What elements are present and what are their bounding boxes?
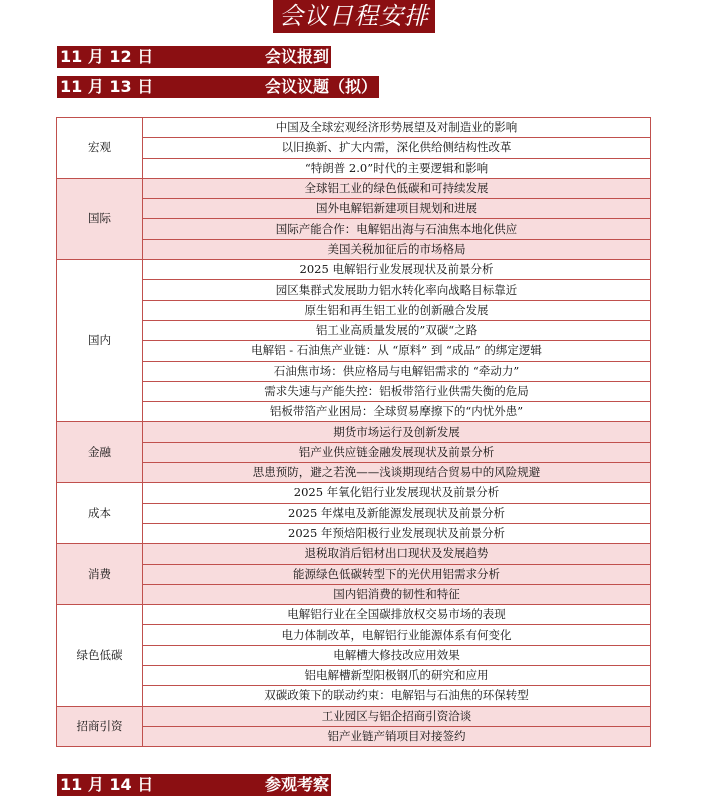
agenda-item: 2025 年氧化铝行业发展现状及前景分析	[143, 483, 651, 503]
agenda-row	[57, 503, 651, 523]
category-cell: 国内	[57, 260, 143, 422]
agenda-row	[57, 138, 651, 158]
day-date: 11 月 13 日	[57, 76, 205, 98]
category-cell: 国际	[57, 178, 143, 259]
agenda-row	[57, 158, 651, 178]
agenda-row	[57, 666, 651, 686]
agenda-item: 铝工业高质量发展的”双碳“之路	[143, 320, 651, 340]
agenda-row	[57, 564, 651, 584]
agenda-row	[57, 178, 651, 198]
agenda-row	[57, 361, 651, 381]
page-title: 会议日程安排	[273, 0, 435, 33]
day-date: 11 月 12 日	[57, 46, 205, 68]
agenda-item: 双碳政策下的联动约束：电解铝与石油焦的环保转型	[143, 686, 651, 706]
agenda-row	[57, 422, 651, 442]
agenda-row	[57, 118, 651, 138]
agenda-item: 2025 年煤电及新能源发展现状及前景分析	[143, 503, 651, 523]
agenda-row	[57, 280, 651, 300]
agenda-item: 2025 电解铝行业发展现状及前景分析	[143, 260, 651, 280]
day-date: 11 月 14 日	[57, 774, 205, 796]
agenda-row	[57, 726, 651, 746]
agenda-row	[57, 523, 651, 543]
day-label: 会议报到	[205, 46, 331, 68]
agenda-item: 工业园区与铝企招商引资洽谈	[143, 706, 651, 726]
agenda-row	[57, 442, 651, 462]
agenda-item: 原生铝和再生铝工业的创新融合发展	[143, 300, 651, 320]
agenda-item: 国内铝消费的韧性和特征	[143, 584, 651, 604]
agenda-item: 国外电解铝新建项目规划和进展	[143, 199, 651, 219]
agenda-item: 中国及全球宏观经济形势展望及对制造业的影响	[143, 118, 651, 138]
agenda-item: 石油焦市场：供应格局与电解铝需求的 “牵动力”	[143, 361, 651, 381]
agenda-row	[57, 483, 651, 503]
agenda-row	[57, 239, 651, 259]
agenda-item: 需求失速与产能失控：铝板带箔行业供需失衡的危局	[143, 381, 651, 401]
agenda-item: 全球铝工业的绿色低碳和可持续发展	[143, 178, 651, 198]
agenda-row	[57, 402, 651, 422]
agenda-item: 电力体制改革，电解铝行业能源体系有何变化	[143, 625, 651, 645]
agenda-item: 期货市场运行及创新发展	[143, 422, 651, 442]
category-cell: 消费	[57, 544, 143, 605]
agenda-item: 美国关税加征后的市场格局	[143, 239, 651, 259]
agenda-row	[57, 584, 651, 604]
category-cell: 成本	[57, 483, 143, 544]
day-label: 会议议题（拟）	[205, 76, 379, 98]
agenda-row	[57, 645, 651, 665]
agenda-item: 以旧换新、扩大内需，深化供给侧结构性改革	[143, 138, 651, 158]
agenda-item: 园区集群式发展助力铝水转化率向战略目标靠近	[143, 280, 651, 300]
agenda-row	[57, 219, 651, 239]
agenda-row	[57, 341, 651, 361]
agenda-item: 电解铝 - 石油焦产业链：从 “原料” 到 “成品” 的绑定逻辑	[143, 341, 651, 361]
agenda-row	[57, 320, 651, 340]
agenda-item: 退税取消后铝材出口现状及发展趋势	[143, 544, 651, 564]
agenda-item: 思患预防，避之若浼——浅谈期现结合贸易中的风险规避	[143, 463, 651, 483]
agenda-row	[57, 625, 651, 645]
agenda-row	[57, 706, 651, 726]
agenda-table	[56, 117, 651, 747]
agenda-row	[57, 544, 651, 564]
agenda-row	[57, 605, 651, 625]
agenda-item: 铝产业供应链金融发展现状及前景分析	[143, 442, 651, 462]
agenda-item: 铝产业链产销项目对接签约	[143, 726, 651, 746]
agenda-row	[57, 463, 651, 483]
category-cell: 宏观	[57, 118, 143, 179]
agenda-item: 2025 年预焙阳极行业发展现状及前景分析	[143, 523, 651, 543]
agenda-item: 能源绿色低碳转型下的光伏用铝需求分析	[143, 564, 651, 584]
agenda-row	[57, 381, 651, 401]
day-label: 参观考察	[205, 774, 331, 796]
category-cell: 绿色低碳	[57, 605, 143, 706]
agenda-row	[57, 300, 651, 320]
agenda-row	[57, 260, 651, 280]
agenda-item: 国际产能合作：电解铝出海与石油焦本地化供应	[143, 219, 651, 239]
agenda-item: “特朗普 2.0”时代的主要逻辑和影响	[143, 158, 651, 178]
agenda-item: 电解铝行业在全国碳排放权交易市场的表现	[143, 605, 651, 625]
agenda-row	[57, 199, 651, 219]
agenda-item: 铝板带箔产业困局：全球贸易摩擦下的“内忧外患”	[143, 402, 651, 422]
agenda-row	[57, 686, 651, 706]
category-cell: 招商引资	[57, 706, 143, 747]
category-cell: 金融	[57, 422, 143, 483]
agenda-item: 铝电解槽新型阳极钢爪的研究和应用	[143, 666, 651, 686]
agenda-item: 电解槽大修技改应用效果	[143, 645, 651, 665]
